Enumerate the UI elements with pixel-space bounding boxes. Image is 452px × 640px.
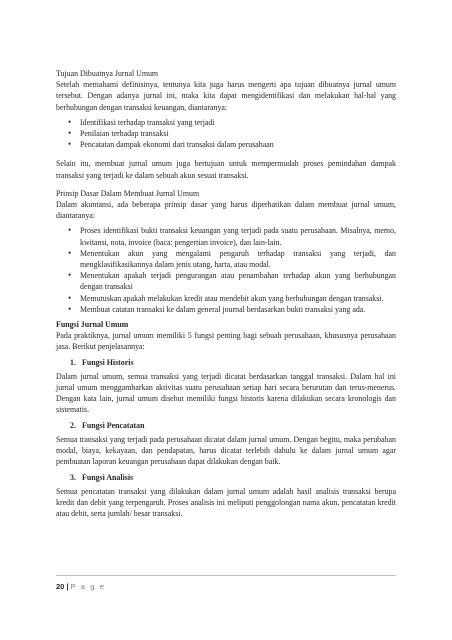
list-item: • Pencatatan dampak ekonomi dari transaksi dalam perusahaan (80, 139, 396, 150)
section-title-prinsip: Prinsip Dasar Dalam Membuat Jurnal Umum (56, 188, 200, 198)
list-item: • Menentukan akun yang mengalami pengaruh terhadap transaksi yang terjadi, dan mengklasifikasikannya dalam jenis utang, harta, atau modal. (80, 248, 396, 270)
list-item: • Proses identifikasi bukti transaksi keuangan yang terjadi pada suatu perusahaan. Misalnya, memo, kwitansi, nota, invoice (baca: pengertian invoice), dan lain-lain. (80, 225, 396, 247)
function-title: Fungsi Historis (82, 357, 134, 367)
page-footer (56, 582, 105, 591)
function-text: Dalam jurnal umum, semua transaksi yang terjadi dicatat berdasarkan tanggal transaksi. Dalam hal ini jurnal umum menggambarkan aktivitas suatu perusahaan setiap hari secara berurutan dan terus-menerus. Dengan kata lain, jurnal umum disebut memiliki fungsi historis karena dilakukan secara kronologis dan sistematis. (56, 371, 396, 415)
function-heading (70, 472, 396, 483)
list-item: • Menentukan apakah terjadi pengurangan atau penambahan terhadap akun yang berhubungan dengan transaksi (80, 270, 396, 292)
function-heading (70, 357, 396, 368)
section-title-fungsi: Fungsi Jurnal Umum (56, 320, 129, 330)
function-text: Semua pencatatan transaksi yang dilakukan dalam jurnal umum adalah hasil analisis transaksi berupa kredit dan debit yang terpengaruh. Proses analisis ini meliputi penggolongan nama akun, pencatatan kredit atau debit, serta jumlah/ besar transaksi. (56, 486, 396, 519)
function-heading (70, 420, 396, 431)
footer-divider (56, 575, 396, 576)
list-item: • Penilaian terhadap transaksi (80, 128, 396, 139)
page-word: P a g e (70, 582, 106, 591)
footer-separator: | (66, 582, 69, 591)
function-number: 3. (70, 472, 76, 482)
section-intro-fungsi: Pada praktiknya, jurnal umum memiliki 5 fungsi penting bagi sebuah perusahaan, khususnya perusahaan jasa. Berikut penjelasannya: (56, 331, 396, 352)
function-title: Fungsi Pencatatan (82, 420, 145, 430)
tujuan-list (56, 117, 396, 151)
list-item: • Membuat catatan transaksi ke dalam general journal berdasarkan bukti transaksi yang ada. (80, 304, 396, 315)
function-text: Semua transaksi yang terjadi pada perusahaan dicatat dalam jurnal umum. Dengan begitu, maka perubahan modal, biaya, kekayaan, dan pendapatan, harus dicatat terlebih dahulu ke dalam jurnal umum agar pembuatan laporan keuangan perusahaan dapat dilakukan dengan baik. (56, 434, 396, 467)
page-content (56, 68, 396, 519)
section-closing-tujuan: Selain itu, membuat jurnal umum juga bertujuan untuk mempermudah proses pemindahan dampak transaksi yang terjadi ke dalam sebuah akun sesuai transaksi. (56, 159, 396, 180)
section-title-tujuan: Tujuan Dibuatnya Jurnal Umum (56, 69, 159, 78)
list-item: • Identifikasi terhadap transaksi yang terjadi (80, 117, 396, 128)
section-intro-prinsip: Dalam akuntansi, ada beberapa prinsip dasar yang harus diperhatikan dalam membuat jurnal umum, diantaranya: (56, 200, 396, 221)
function-number: 2. (70, 420, 76, 430)
page-number: 20 (56, 582, 65, 591)
list-item: • Memutuskan apakah melakukan kredit atau mendebit akun yang berhubungan dengan transaksi. (80, 293, 396, 304)
function-title: Fungsi Analisis (82, 472, 134, 482)
prinsip-list (56, 225, 396, 315)
function-number: 1. (70, 357, 76, 367)
section-intro-tujuan: Setelah memahami definisinya, tentunya kita juga harus mengerti apa tujuan dibuatnya jurnal umum tersebut. Dengan adanya jurnal ini, maka kita dapat mengidentifikasi dan melakukan hal-hal yang berhubungan dengan transaksi keuangan, diantaranya: (56, 80, 396, 112)
